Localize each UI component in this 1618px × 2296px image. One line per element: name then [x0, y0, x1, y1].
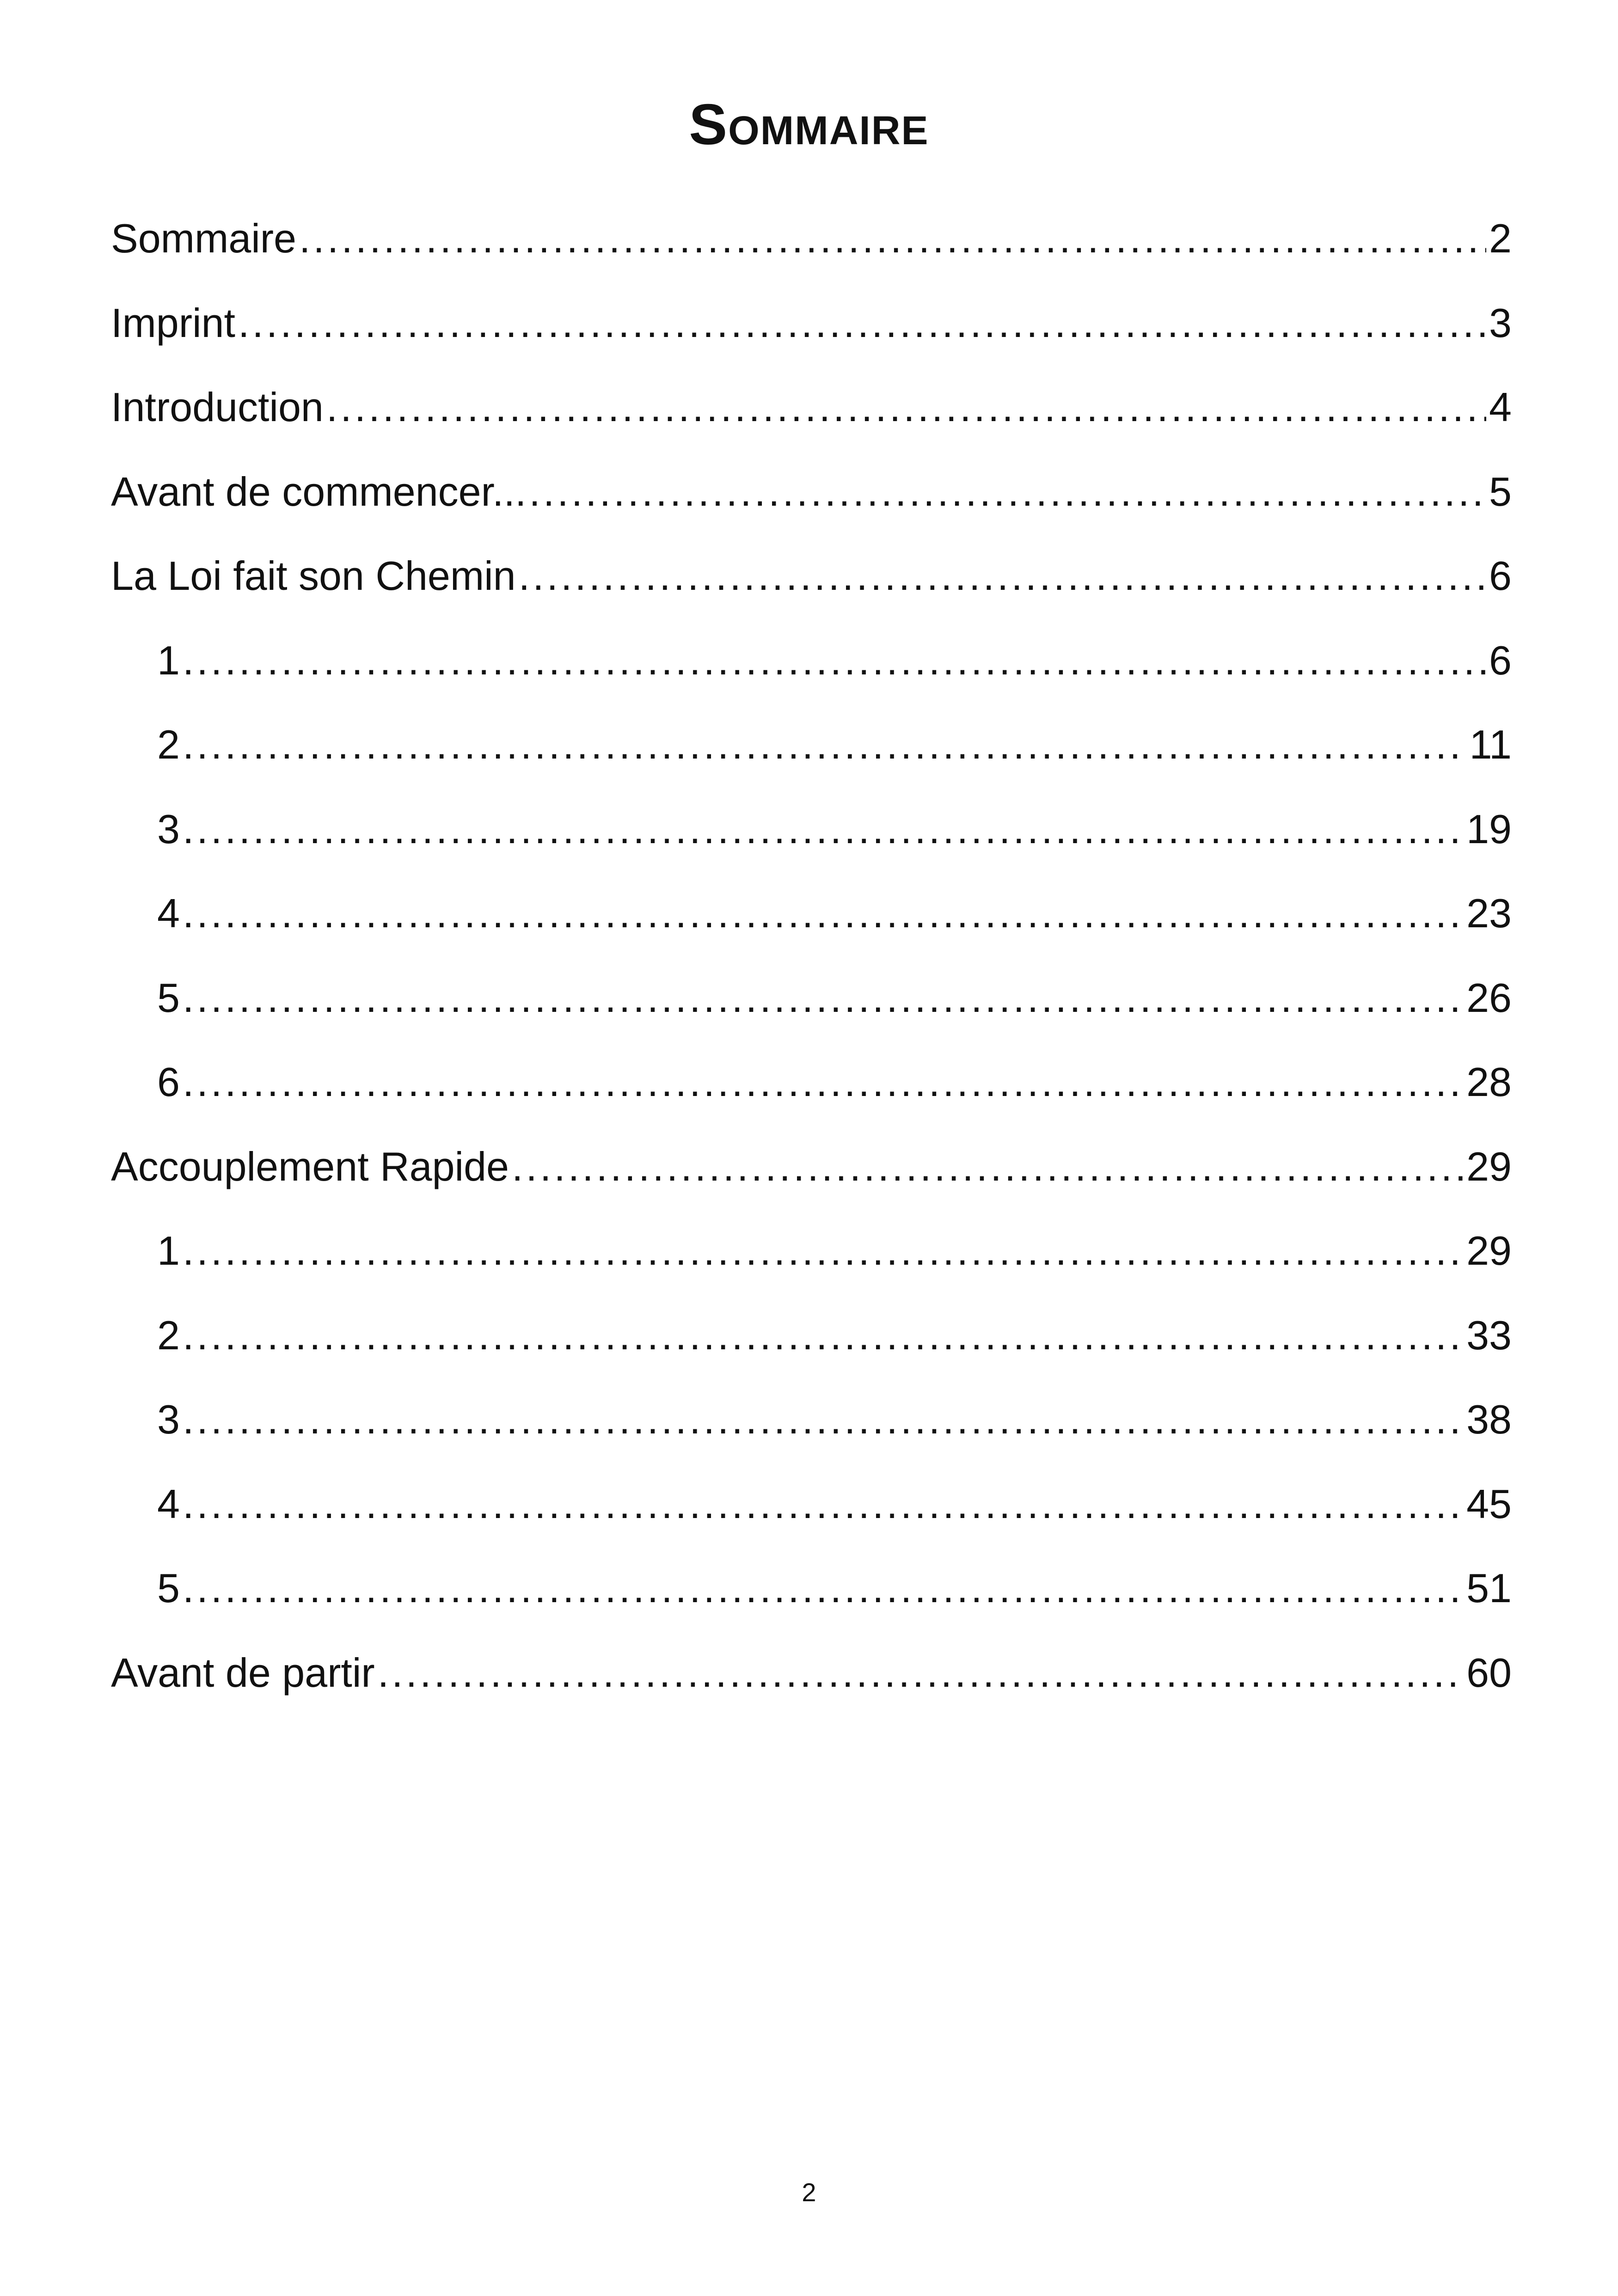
- toc-entry[interactable]: [111, 450, 1512, 534]
- toc-entry[interactable]: [111, 365, 1512, 450]
- toc-entry[interactable]: [111, 1293, 1512, 1378]
- toc-entry-page: 19: [1466, 806, 1512, 852]
- toc-entry-label: Avant de commencer...: [111, 468, 527, 514]
- toc-dot-leader: [183, 637, 1486, 684]
- toc-dot-leader: [183, 1396, 1464, 1443]
- toc-dot-leader: [183, 721, 1467, 768]
- toc-entry-page: 4: [1489, 384, 1512, 430]
- toc-dot-leader: [183, 1227, 1464, 1274]
- page-number: 2: [802, 2178, 816, 2207]
- toc-entry-page: 29: [1466, 1143, 1512, 1189]
- toc-entry-label: 4: [157, 1481, 180, 1527]
- toc-dot-leader: [183, 974, 1464, 1022]
- toc-dot-leader: [378, 1649, 1464, 1696]
- toc-entry[interactable]: [111, 1462, 1512, 1547]
- toc-entry-page: 5: [1489, 468, 1512, 514]
- toc-entry[interactable]: [111, 281, 1512, 366]
- toc-entry-page: 45: [1466, 1481, 1512, 1527]
- toc-entry[interactable]: [111, 1125, 1512, 1209]
- toc-entry[interactable]: [111, 1546, 1512, 1631]
- toc-entry-label: Introduction: [111, 384, 324, 430]
- toc-entry-label: 2: [157, 1312, 180, 1358]
- toc-entry-page: 3: [1489, 300, 1512, 346]
- toc-entry-label: 3: [157, 806, 180, 852]
- toc-entry-label: 1: [157, 1228, 180, 1274]
- toc-entry[interactable]: [111, 1378, 1512, 1462]
- toc-entry[interactable]: [111, 787, 1512, 872]
- toc-entry-label: La Loi fait son Chemin: [111, 553, 516, 599]
- toc-entry[interactable]: [111, 703, 1512, 787]
- toc-entry-page: 6: [1489, 553, 1512, 599]
- toc-entry[interactable]: [111, 871, 1512, 956]
- toc-entry-label: 5: [157, 974, 180, 1021]
- toc-entry-label: Sommaire: [111, 215, 296, 262]
- toc-entry-label: 6: [157, 1059, 180, 1105]
- toc-dot-leader: [512, 1143, 1464, 1190]
- toc-entry-page: 29: [1466, 1228, 1512, 1274]
- toc-entry[interactable]: [111, 618, 1512, 703]
- toc-entry-label: Imprint: [111, 300, 235, 346]
- toc-dot-leader: [183, 890, 1464, 937]
- table-of-contents: [111, 196, 1512, 1715]
- toc-entry-label: Accouplement Rapide: [111, 1143, 509, 1189]
- toc-dot-leader: [519, 552, 1486, 600]
- toc-dot-leader: [183, 1481, 1464, 1528]
- toc-entry[interactable]: [111, 534, 1512, 618]
- toc-entry-label: 1: [157, 637, 180, 683]
- toc-entry-page: 11: [1469, 722, 1512, 768]
- toc-dot-leader: [183, 1059, 1464, 1106]
- toc-entry-page: 28: [1466, 1059, 1512, 1105]
- toc-dot-leader: [299, 215, 1486, 262]
- toc-entry[interactable]: [111, 1631, 1512, 1715]
- toc-entry-page: 33: [1466, 1312, 1512, 1358]
- toc-dot-leader: [326, 384, 1486, 431]
- toc-entry-label: 3: [157, 1396, 180, 1443]
- toc-entry-label: 2: [157, 722, 180, 768]
- toc-dot-leader: [529, 468, 1486, 515]
- page-title: Sommaire: [689, 93, 929, 157]
- toc-entry-label: Avant de partir: [111, 1649, 375, 1696]
- toc-dot-leader: [238, 300, 1486, 347]
- toc-entry-page: 38: [1466, 1396, 1512, 1443]
- toc-entry-page: 6: [1489, 637, 1512, 683]
- toc-entry[interactable]: [111, 956, 1512, 1041]
- toc-entry[interactable]: [111, 196, 1512, 281]
- toc-entry-page: 2: [1489, 215, 1512, 262]
- toc-dot-leader: [183, 806, 1464, 853]
- toc-entry-page: 51: [1466, 1565, 1512, 1611]
- toc-entry-label: 5: [157, 1565, 180, 1611]
- toc-entry-label: 4: [157, 890, 180, 937]
- toc-entry-page: 23: [1466, 890, 1512, 937]
- toc-entry-page: 26: [1466, 974, 1512, 1021]
- toc-entry[interactable]: [111, 1040, 1512, 1125]
- toc-entry-page: 60: [1466, 1649, 1512, 1696]
- toc-dot-leader: [183, 1565, 1464, 1612]
- toc-dot-leader: [183, 1312, 1464, 1359]
- toc-entry[interactable]: [111, 1209, 1512, 1293]
